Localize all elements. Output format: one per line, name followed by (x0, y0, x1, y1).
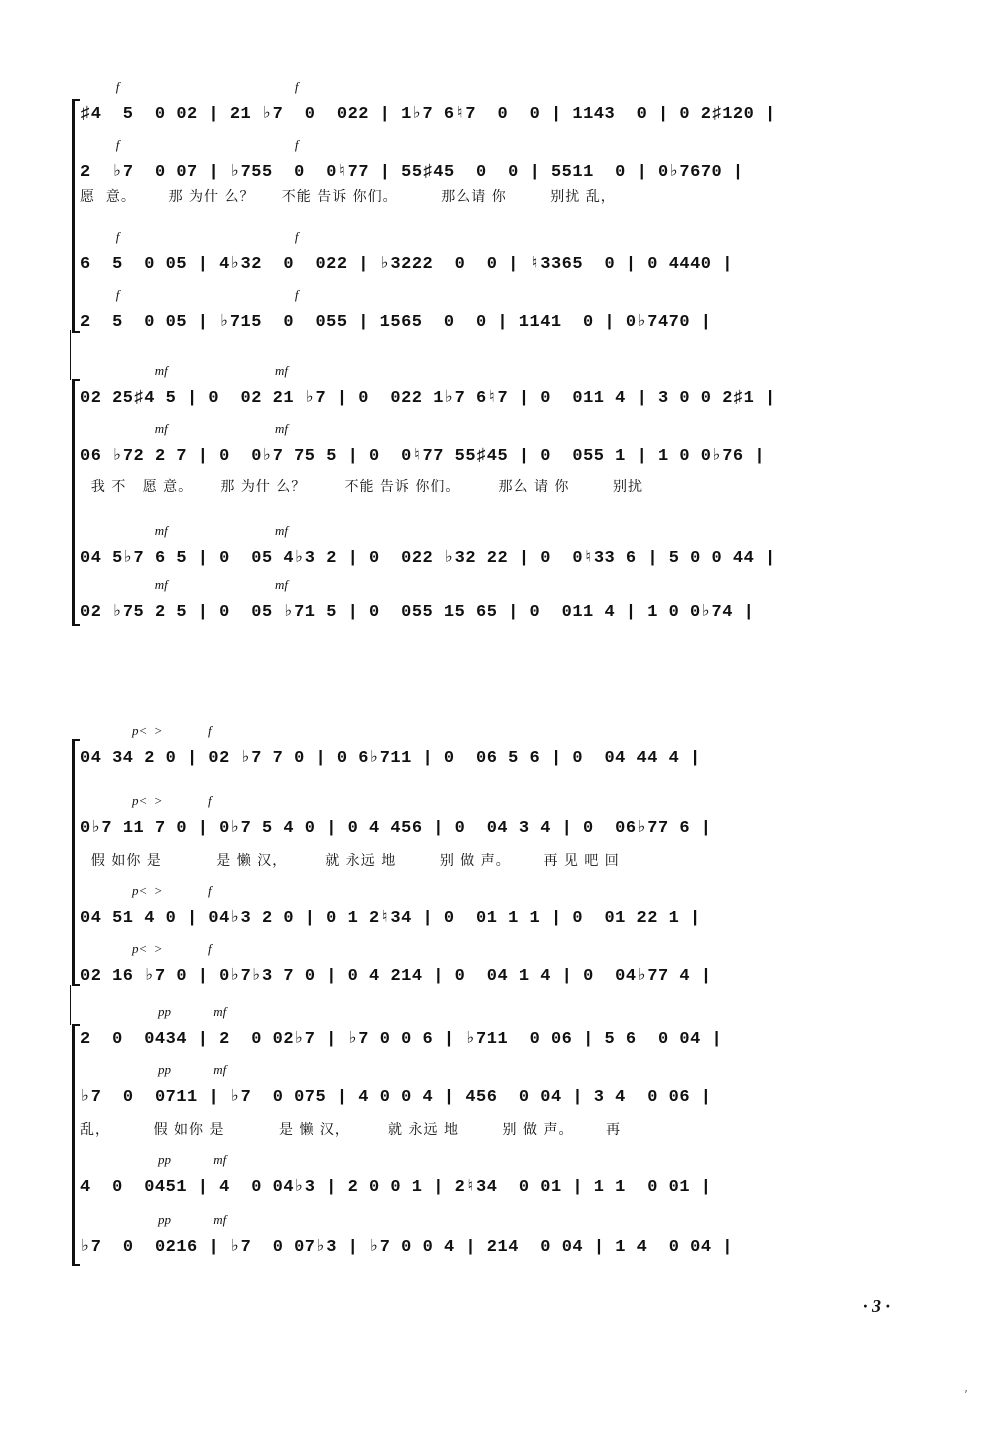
numbered-notation: 02 16 ♭7 0 | 0♭7♭3 7 0 | 0 4 214 | 0 04 1 4 | 0 04♭77 4 | (80, 967, 712, 986)
numbered-notation: 2 0 0434 | 2 0 02♭7 | ♭7 0 0 6 | ♭711 0 06 | 5 6 0 04 | (80, 1030, 723, 1049)
stave-part-2 (0, 137, 990, 205)
dynamics-marks: pp mf (80, 1212, 227, 1227)
dynamics-marks: pp mf (80, 1062, 227, 1077)
numbered-notation: 06 ♭72 2 7 | 0 0♭7 75 5 | 0 0♮77 55♯45 | 0 055 1 | 1 0 0♭76 | (80, 447, 766, 466)
dynamics-marks: f f (80, 229, 299, 244)
numbered-notation: 6 5 0 05 | 4♭32 0 022 | ♭3222 0 0 | ♮3365 0 | 0 4440 | (80, 255, 733, 274)
dynamics-marks: mf mf (80, 421, 288, 436)
numbered-notation: 04 5♭7 6 5 | 0 05 4♭3 2 | 0 022 ♭32 22 | 0 0♮33 6 | 5 0 0 44 | (80, 549, 776, 568)
numbered-notation: 0♭7 11 7 0 | 0♭7 5 4 0 | 0 4 456 | 0 04 3 4 | 0 06♭77 6 | (80, 819, 712, 838)
lyrics-line: 乱， 假 如你 是 是 懒 汉， 就 永远 地 别 做 声。 再 (80, 1122, 622, 1138)
dynamics-marks: mf mf (80, 523, 288, 538)
numbered-notation: 04 51 4 0 | 04♭3 2 0 | 0 1 2♮34 | 0 01 1 1 | 0 01 22 1 | (80, 909, 701, 928)
brace-connector (70, 330, 71, 380)
stave-part-2 (0, 421, 990, 495)
dynamics-marks: pp mf (80, 1152, 227, 1167)
numbered-notation: ♭7 0 0711 | ♭7 0 075 | 4 0 0 4 | 456 0 04 | 3 4 0 06 | (80, 1088, 712, 1107)
dynamics-marks: f f (80, 79, 299, 94)
numbered-notation: 04 34 2 0 | 02 ♭7 7 0 | 0 6♭711 | 0 06 5 6 | 0 04 44 4 | (80, 749, 701, 768)
numbered-notation: 2 ♭7 0 07 | ♭755 0 0♮77 | 55♯45 0 0 | 5511 0 | 0♭7670 | (80, 163, 744, 182)
numbered-notation: 2 5 0 05 | ♭715 0 055 | 1565 0 0 | 1141 0 | 0♭7470 | (80, 313, 712, 332)
lyrics-line: 假 如你 是 是 懒 汉， 就 永远 地 别 做 声。 再 见 吧 回 (80, 853, 620, 869)
stave-part-3 (0, 1152, 990, 1217)
stave-part-4 (0, 941, 990, 1006)
lyrics-line: 我 不 愿 意。 那 为什 么？ 不能 告诉 你们。 那么 请 你 别扰 (80, 479, 644, 495)
numbered-notation: ♭7 0 0216 | ♭7 0 07♭3 | ♭7 0 0 4 | 214 0 04 | 1 4 0 04 | (80, 1238, 733, 1257)
stave-part-4 (0, 287, 990, 352)
dynamics-marks: mf mf (80, 363, 288, 378)
page-number: · 3 · (863, 1296, 890, 1316)
stave-part-2 (0, 793, 990, 869)
dynamics-marks: p< > f (80, 883, 212, 898)
numbered-notation: 4 0 0451 | 4 0 04♭3 | 2 0 0 1 | 2♮34 0 01 | 1 1 0 01 | (80, 1178, 712, 1197)
corner-mark: ׳ (964, 1390, 968, 1401)
numbered-notation: ♯4 5 0 02 | 21 ♭7 0 022 | 1♭7 6♮7 0 0 | 1143 0 | 0 2♯120 | (80, 105, 776, 124)
numbered-notation: 02 ♭75 2 5 | 0 05 ♭71 5 | 0 055 15 65 | 0 011 4 | 1 0 0♭74 | (80, 603, 755, 622)
dynamics-marks: f f (80, 287, 299, 302)
dynamics-marks: mf mf (80, 577, 288, 592)
stave-part-1 (0, 723, 990, 788)
stave-part-4 (0, 1212, 990, 1277)
stave-part-4 (0, 577, 990, 642)
dynamics-marks: p< > f (80, 793, 212, 808)
brace-connector (70, 985, 71, 1025)
numbered-notation: 02 25♯4 5 | 0 02 21 ♭7 | 0 022 1♭7 6♮7 | 0 011 4 | 3 0 0 2♯1 | (80, 389, 776, 408)
dynamics-marks: f f (80, 137, 299, 152)
dynamics-marks: p< > f (80, 941, 212, 956)
lyrics-line: 愿 意。 那 为什 么？ 不能 告诉 你们。 那么请 你 别扰 乱， (80, 189, 616, 205)
dynamics-marks: pp mf (80, 1004, 227, 1019)
stave-part-2 (0, 1062, 990, 1138)
dynamics-marks: p< > f (80, 723, 212, 738)
